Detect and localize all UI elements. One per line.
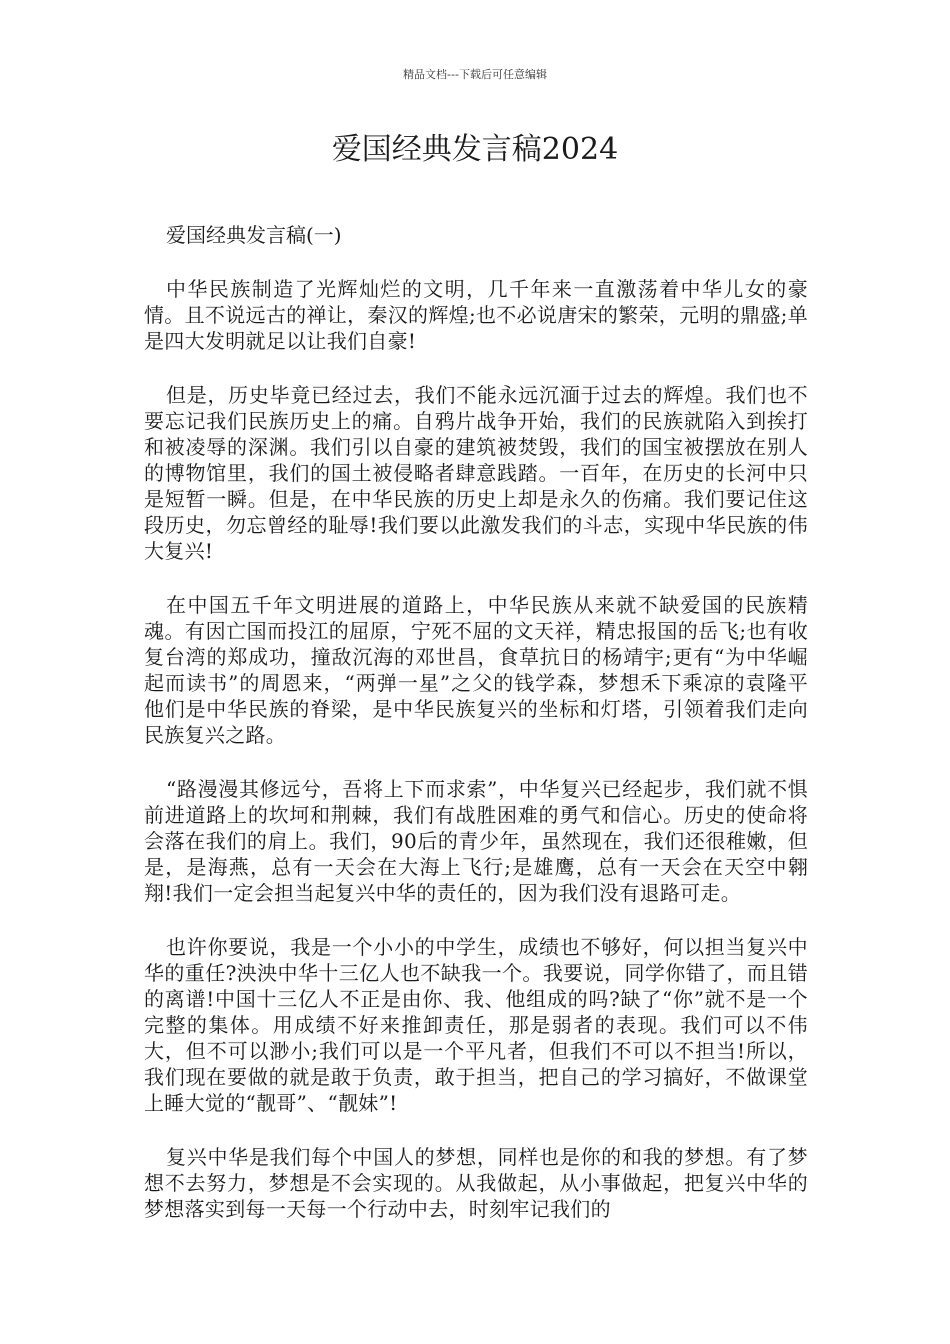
paragraph-6: 复兴中华是我们每个中国人的梦想，同样也是你的和我的梦想。有了梦想不去努力，梦想是不会实现的。从我做起，从小事做起，把复兴中华的梦想落实到每一天每一个行动中去，时刻牢记我们的: [144, 1145, 808, 1221]
paragraph-5: 也许你要说，我是一个小小的中学生，成绩也不够好，何以担当复兴中华的重任?泱泱中华十三亿人也不缺我一个。我要说，同学你错了，而且错的离谱!中国十三亿人不正是由你、我、他组成的吗?缺了“你”就不是一个完整的集体。用成绩不好来推卸责任，那是弱者的表现。我们可以不伟大，但不可以渺小;我们可以是一个平凡者，但我们不可以不担当!所以，我们现在要做的就是敢于负责，敢于担当，把自己的学习搞好，不做课堂上睡大觉的“靓哥”、“靓妹”!: [144, 935, 808, 1115]
page-header-watermark: 精品文档---下载后可任意编辑: [403, 68, 547, 81]
paragraph-4: “路漫漫其修远兮，吾将上下而求索”，中华复兴已经起步，我们就不惧前进道路上的坎坷和荆棘，我们有战胜困难的勇气和信心。历史的使命将会落在我们的肩上。我们，90后的青少年，虽然现在，我们还很稚嫩，但是，是海燕，总有一天会在大海上飞行;是雄鹰，总有一天会在天空中翱翔!我们一定会担当起复兴中华的责任的，因为我们没有退路可走。: [144, 777, 808, 905]
section-heading: 爱国经典发言稿(一): [166, 223, 342, 247]
paragraph-2: 但是，历史毕竟已经过去，我们不能永远沉湎于过去的辉煌。我们也不要忘记我们民族历史上的痛。自鸦片战争开始，我们的民族就陷入到挨打和被凌辱的深渊。我们引以自豪的建筑被焚毁，我们的国宝被摆放在别人的博物馆里，我们的国土被侵略者肆意践踏。一百年，在历史的长河中只是短暂一瞬。但是，在中华民族的历史上却是永久的伤痛。我们要记住这段历史，勿忘曾经的耻辱!我们要以此激发我们的斗志，实现中华民族的伟大复兴!: [144, 383, 808, 563]
paragraph-1: 中华民族制造了光辉灿烂的文明，几千年来一直激荡着中华儿女的豪情。且不说远古的禅让，秦汉的辉煌;也不必说唐宋的繁荣，元明的鼎盛;单是四大发明就足以让我们自豪!: [144, 277, 808, 353]
document-body: [144, 222, 808, 1250]
document-title: 爱国经典发言稿2024: [331, 132, 619, 167]
paragraph-3: 在中国五千年文明进展的道路上，中华民族从来就不缺爱国的民族精魂。有因亡国而投江的屈原，宁死不屈的文天祥，精忠报国的岳飞;也有收复台湾的郑成功，撞敌沉海的邓世昌，食草抗日的杨靖宇;更有“为中华崛起而读书”的周恩来，“两弹一星”之父的钱学森，梦想禾下乘凉的袁隆平 他们是中华民族的脊梁，是中华民族复兴的坐标和灯塔，引领着我们走向民族复兴之路。: [144, 593, 808, 747]
